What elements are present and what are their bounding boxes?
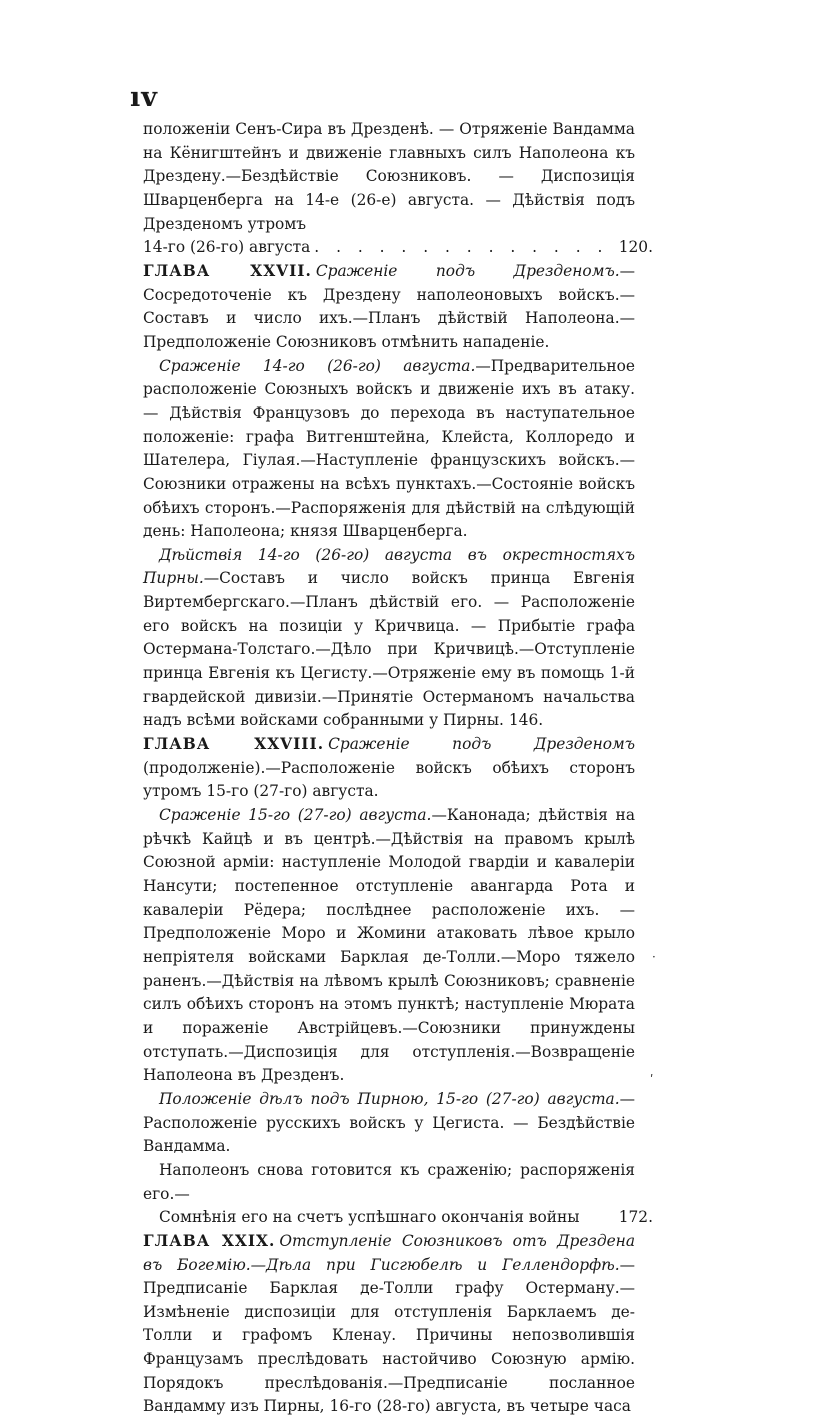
chapter-title: Отступленіе Союзниковъ отъ Дрездена въ Богемію.—Дѣла при Гисгюбелѣ и Геллендорфѣ. <box>143 1231 635 1274</box>
section-napoleon <box>143 1159 653 1230</box>
section-summary: —Предварительное расположеніе Союзныхъ войскъ и движеніе ихъ въ атаку. — Дѣйствія Французовъ до перехода въ наступательное положеніе: графа Витгенштейна, Клейста, Коллоредо и Шателера, Гіулая.—Наступленіе французскихъ войскъ.—Союзники отражены на всѣхъ пунктахъ.—Состояніе войскъ обѣихъ сторонъ.—Распоряженія для дѣйствій на слѣдующій день: Наполеона; князя Шварценберга. <box>143 356 635 541</box>
chapter-27 <box>143 260 635 355</box>
toc-entry-continuation <box>143 118 653 260</box>
entry-text: положеніи Сенъ-Сира въ Дрезденѣ. — Отряженіе Вандамма на Кёнигштейнъ и движеніе главныхъ силъ Наполеона къ Дрездену.—Бездѣйствіе Союзниковъ. — Диспозиція Шварценберга на 14-е (26-е) августа. — Дѣйствія подъ Дрезденомъ утромъ <box>143 120 635 233</box>
section-title: Положеніе дѣлъ подъ Пирною, 15-го (27-го) августа. <box>159 1089 620 1108</box>
section-title: Сраженіе 15-го (27-го) августа. <box>159 806 432 825</box>
toc-line-120 <box>143 236 653 260</box>
toc-line-172 <box>143 1206 653 1230</box>
section-battle-15 <box>143 804 635 1088</box>
section-battle-14 <box>143 355 635 544</box>
section-text: Наполеонъ снова готовится къ сраженію; распоряженія его.— <box>143 1160 635 1203</box>
section-pirna-14 <box>143 544 635 733</box>
section-title: Дѣйствія 14-го (26-го) августа въ окрестностяхъ Пирны. <box>143 545 635 588</box>
chapter-title: Сраженіе подъ Дрезденомъ <box>328 735 636 754</box>
page-ref: 146. <box>508 711 544 730</box>
chapter-summary: —Предписаніе Барклая де-Толли графу Остерману.—Измѣненіе диспозиціи для отступленія Барклаемъ де-Толли и графомъ Кленау. Причины непозволившія Французамъ преслѣдовать настойчиво Союзную армію. Порядокъ преслѣдованія.—Предписаніе посланное Вандамму изъ Пирны, 16-го (28-го) августа, въ четыре часа <box>143 1255 635 1416</box>
table-of-contents <box>143 118 653 1419</box>
section-pirna-15 <box>143 1088 635 1159</box>
section-summary: —Расположеніе русскихъ войскъ у Цегиста. — Бездѣйствіе Вандамма. <box>143 1089 635 1156</box>
chapter-28 <box>143 733 635 804</box>
section-title: Сраженіе 14-го (26-го) августа. <box>159 356 476 375</box>
page-number: ıv <box>130 82 158 113</box>
chapter-summary: —Сосредоточеніе къ Дрездену наполеоновыхъ войскъ.—Составъ и число ихъ.—Планъ дѣйствій Наполеона.—Предположеніе Союзниковъ отмѣнить нападеніе. <box>143 261 635 351</box>
chapter-title: Сраженіе подъ Дрезденомъ. <box>315 261 620 280</box>
section-summary: —Составъ и число войскъ принца Евгенія Виртембергскаго.—Планъ дѣйствій его. — Расположеніе его войскъ на позиціи у Кричвица. — Прибытіе графа Остермана-Толстаго.—Дѣло при Кричвицѣ.—Отступленіе принца Евгенія къ Цегисту.—Отряженіе ему въ помощь 1-й гвардейской дивизіи.—Принятіе Остерманомъ начальства надъ всѣми войсками собранными у Пирны. <box>143 569 635 730</box>
chapter-label: ГЛАВА XXVII. <box>143 261 312 280</box>
entry-text-last: 14-го (26-го) августа <box>143 238 311 257</box>
chapter-label: ГЛАВА XXIX. <box>143 1231 276 1250</box>
chapter-summary: (продолженіе).—Расположеніе войскъ обѣихъ сторонъ утромъ 15-го (27-го) августа. <box>143 758 635 801</box>
section-text-last: Сомнѣнія его на счетъ успѣшнаго окончанія войны <box>159 1208 580 1227</box>
dot-leader <box>314 236 614 260</box>
chapter-29 <box>143 1230 635 1419</box>
chapter-label: ГЛАВА XXVIII. <box>143 735 325 754</box>
dot-leader <box>584 1206 599 1230</box>
section-summary: —Канонада; дѣйствія на рѣчкѣ Кайцѣ и въ центрѣ.—Дѣйствія на правомъ крылѣ Союзной арміи: наступленіе Молодой гвардіи и кавалеріи Нансути; постепенное отступленіе авангарда Рота и кавалеріи Рёдера; послѣднее расположеніе ихъ. — Предположеніе Моро и Жомини атаковать лѣвое крыло непріятеля войсками Барклая де-Толли.—Моро тяжело раненъ.—Дѣйствія на лѣвомъ крылѣ Союзниковъ; сравненіе силъ обѣихъ сторонъ на этомъ пунктѣ; наступленіе Мюрата и пораженіе Австрійцевъ.—Союзники принуждены отступать.—Диспозиція для отступленія.—Возвращеніе Наполеона въ Дрезденъ. <box>143 806 635 1085</box>
page-ref: 172. <box>618 1208 653 1227</box>
margin-speck: · <box>652 950 656 964</box>
page-ref: 120. <box>618 238 653 257</box>
margin-speck: ʹ <box>650 1073 654 1087</box>
